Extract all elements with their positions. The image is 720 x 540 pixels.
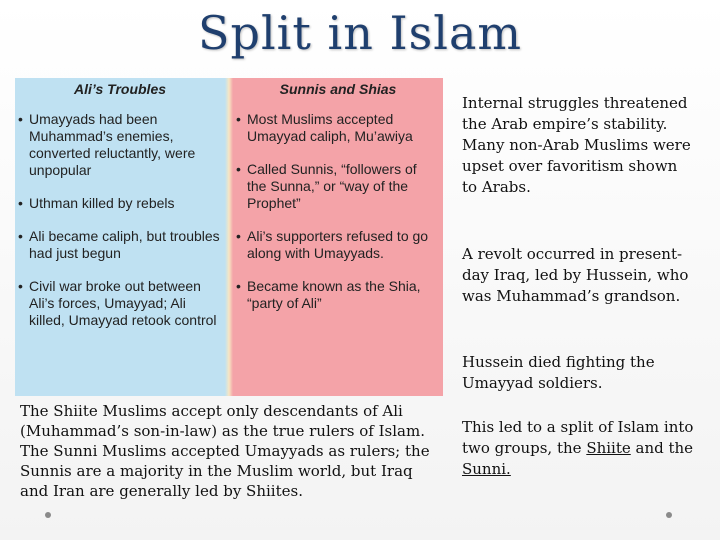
bullet-icon: •: [18, 195, 23, 211]
sunni-term: Sunni.: [462, 460, 511, 478]
and-text: and the: [630, 439, 694, 457]
list-item-text: Became known as the Shia, “party of Ali”: [247, 278, 421, 311]
shiite-term: Shiite: [586, 439, 631, 457]
sunnis-and-shias-list: [233, 111, 443, 312]
split-paragraph: [462, 417, 697, 480]
shiite-sunni-caption: The Shiite Muslims accept only descendants of Ali (Muhammad’s son-in-law) as the true rulers of Islam. The Sunni Muslims accepted Umayyads as rulers; the Sunnis are a majority in the Muslim world, but Iraq and Iran are generally led by Shiites.: [20, 402, 430, 500]
sunnis-and-shias-heading: Sunnis and Shias: [279, 81, 397, 97]
revolt-paragraph: A revolt occurred in present-day Iraq, led by Hussein, who was Muhammad’s grandson.: [462, 245, 689, 305]
split-text: This led to a split of Islam into two groups, the: [462, 418, 694, 457]
bullet-icon: •: [236, 228, 241, 244]
bullet-icon: •: [236, 111, 241, 127]
list-item-text: Uthman killed by rebels: [29, 195, 175, 211]
alis-troubles-heading: Ali’s Troubles: [73, 81, 167, 97]
comparison-panel: [15, 78, 443, 396]
list-item: [236, 111, 439, 145]
list-item-text: Umayyads had been Muhammad’s enemies, converted reluctantly, were unpopular: [29, 111, 196, 178]
bullet-icon: •: [18, 278, 23, 294]
list-item: [236, 228, 439, 262]
list-item: [18, 111, 221, 179]
alis-troubles-list: [15, 111, 225, 329]
list-item: [18, 195, 221, 212]
slide-title: Split in Islam: [198, 6, 522, 60]
alis-troubles-column: [15, 78, 225, 396]
bullet-icon: •: [236, 278, 241, 294]
list-item: [18, 228, 221, 262]
bullet-icon: •: [236, 161, 241, 177]
internal-struggles-paragraph: Internal struggles threatened the Arab empire’s stability. Many non-Arab Muslims were upset over favoritism shown to Arabs.: [462, 94, 691, 196]
sunnis-and-shias-column: [233, 78, 443, 396]
list-item: [236, 278, 439, 312]
hussein-paragraph: Hussein died fighting the Umayyad soldiers.: [462, 353, 655, 392]
list-item: [236, 161, 439, 212]
list-item: [18, 278, 221, 329]
list-item-text: Called Sunnis, “followers of the Sunna,” or “way of the Prophet”: [247, 161, 417, 211]
bullet-icon: •: [18, 228, 23, 244]
list-item-text: Civil war broke out between Ali’s forces, Umayyad; Ali killed, Umayyad retook control: [29, 278, 217, 328]
decorative-dot-icon: [45, 512, 51, 518]
bullet-icon: •: [18, 111, 23, 127]
column-divider: [225, 78, 233, 396]
list-item-text: Ali became caliph, but troubles had just begun: [29, 228, 220, 261]
decorative-dot-icon: [666, 512, 672, 518]
list-item-text: Most Muslims accepted Umayyad caliph, Mu’awiya: [247, 111, 413, 144]
list-item-text: Ali’s supporters refused to go along with Umayyads.: [247, 228, 429, 261]
